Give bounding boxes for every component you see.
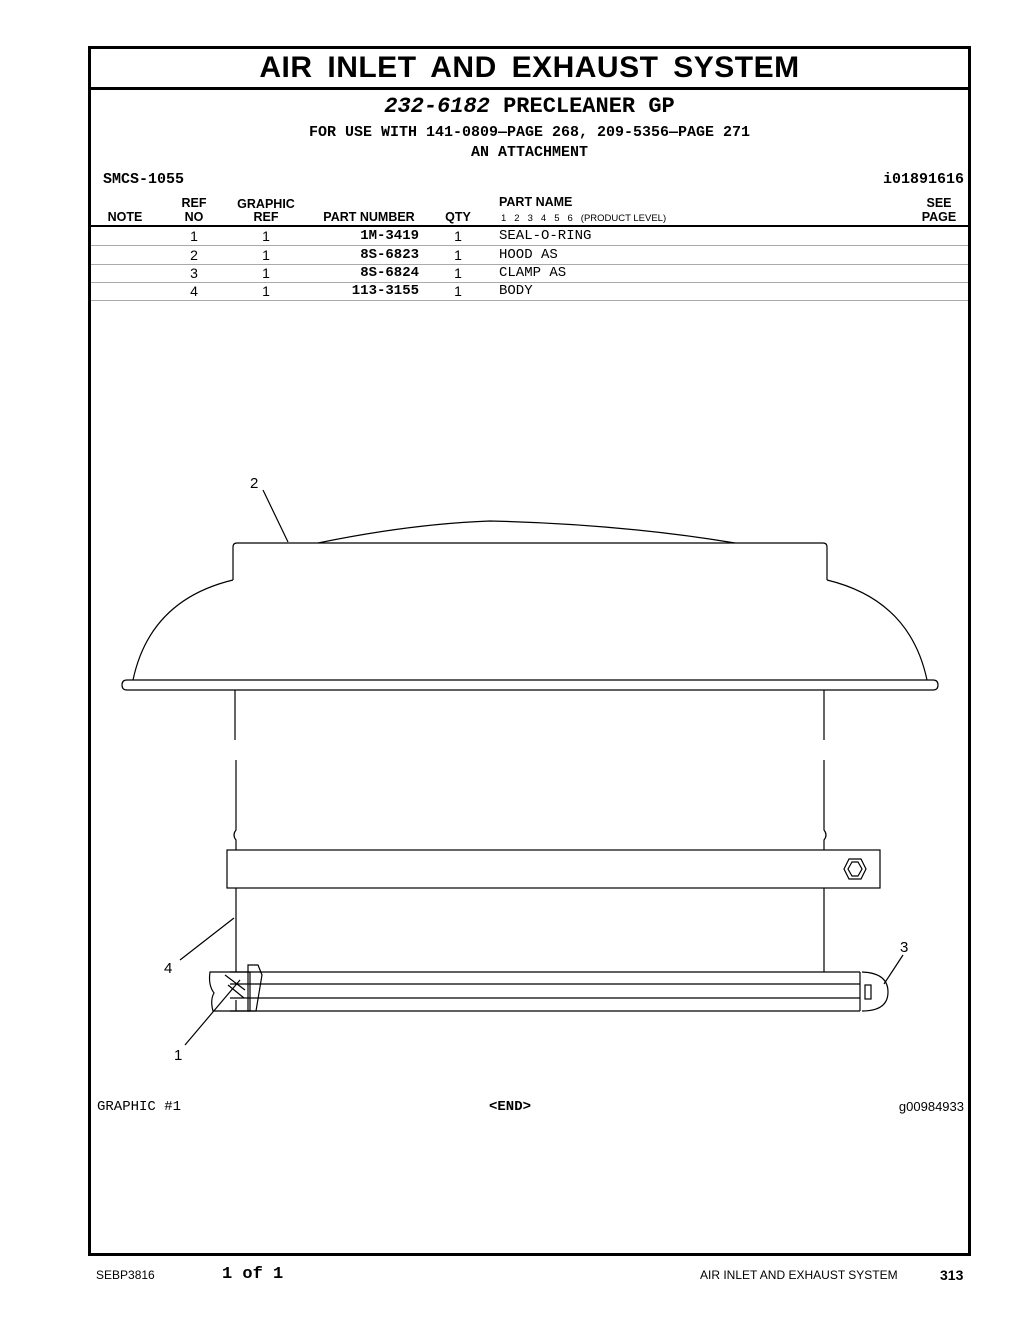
- level-6: 6: [567, 213, 573, 224]
- footer-page-of: 1 of 1: [222, 1265, 284, 1284]
- footer-page-number: 313: [940, 1267, 964, 1283]
- header-see-bottom: PAGE: [921, 210, 957, 224]
- hood-top-band: [233, 543, 827, 580]
- group-name: PRECLEANER GP: [503, 94, 675, 119]
- row-ref: 4: [190, 283, 198, 299]
- clamp-latch: [862, 972, 888, 1011]
- row-part-number: 8S-6823: [360, 247, 419, 263]
- header-ref-bottom: NO: [184, 210, 204, 224]
- hood-left-curve: [133, 580, 233, 680]
- callout-2: 2: [250, 475, 259, 492]
- row-part-number: 1M-3419: [360, 228, 419, 244]
- row-part-name: CLAMP AS: [499, 265, 567, 281]
- callout-4: 4: [164, 960, 173, 977]
- callout-3: 3: [900, 939, 909, 956]
- leader-2: [263, 490, 288, 542]
- header-graphic-bottom: REF: [253, 210, 279, 224]
- end-marker: <END>: [489, 1099, 532, 1115]
- level-5: 5: [554, 213, 560, 224]
- row-part-name: SEAL-O-RING: [499, 228, 592, 244]
- header-ref-top: REF: [181, 196, 207, 210]
- level-2: 2: [514, 213, 520, 224]
- row-graphic-ref: 1: [262, 247, 270, 263]
- row-part-name: BODY: [499, 283, 533, 299]
- document-identifier: i01891616: [882, 171, 964, 188]
- body-left-side: [234, 690, 236, 850]
- product-level-label: (PRODUCT LEVEL): [580, 213, 667, 224]
- hood-dome-top: [318, 521, 735, 543]
- row-qty: 1: [454, 265, 462, 281]
- seal-hatch: [225, 975, 245, 1011]
- graphic-id: g00984933: [898, 1099, 964, 1114]
- row-part-number: 8S-6824: [360, 265, 419, 281]
- header-qty: QTY: [445, 210, 471, 224]
- row-ref: 2: [190, 247, 198, 263]
- header-see-top: SEE: [926, 196, 952, 210]
- leader-4: [180, 918, 234, 960]
- header-note: NOTE: [107, 210, 143, 224]
- attachment-line: AN ATTACHMENT: [470, 144, 589, 161]
- leader-3: [884, 955, 903, 984]
- smcs-code: SMCS-1055: [103, 171, 185, 188]
- row-ref: 1: [190, 228, 198, 244]
- row-graphic-ref: 1: [262, 283, 270, 299]
- row-ref: 3: [190, 265, 198, 281]
- hood-right-curve: [827, 580, 927, 680]
- row-part-number: 113-3155: [351, 283, 419, 299]
- row-qty: 1: [454, 247, 462, 263]
- callout-1: 1: [174, 1047, 183, 1064]
- hex-nut-inner: [848, 862, 862, 876]
- footer-doc-id: SEBP3816: [96, 1268, 155, 1282]
- row-graphic-ref: 1: [262, 228, 270, 244]
- body-right-side: [824, 690, 826, 850]
- header-part-number: PART NUMBER: [323, 210, 415, 224]
- graphic-label: GRAPHIC #1: [97, 1099, 182, 1115]
- section-title: AIR INLET AND EXHAUST SYSTEM: [91, 49, 968, 90]
- band-clamp: [227, 850, 880, 888]
- header-graphic-top: GRAPHIC: [237, 197, 295, 211]
- row-part-name: HOOD AS: [499, 247, 558, 263]
- level-1: 1: [501, 213, 507, 224]
- level-4: 4: [540, 213, 547, 224]
- bottom-clamp-lines: [230, 972, 860, 1011]
- use-line: FOR USE WITH 141-0809—PAGE 268, 209-5356—PAGE 271: [308, 124, 751, 141]
- clamp-pin: [865, 985, 871, 999]
- hood-rim: [122, 680, 938, 690]
- row-graphic-ref: 1: [262, 265, 270, 281]
- level-3: 3: [527, 213, 533, 224]
- header-part-name: PART NAME: [499, 195, 573, 209]
- row-qty: 1: [454, 283, 462, 299]
- group-part-number: 232-6182: [384, 94, 490, 119]
- footer-section: AIR INLET AND EXHAUST SYSTEM: [700, 1268, 898, 1282]
- row-qty: 1: [454, 228, 462, 244]
